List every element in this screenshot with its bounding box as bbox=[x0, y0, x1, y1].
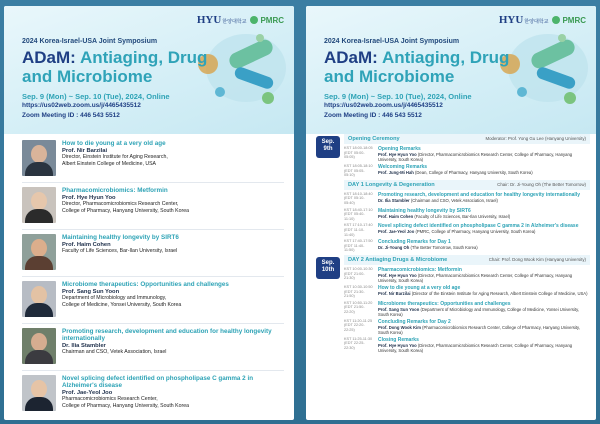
poster-hero bbox=[306, 6, 596, 134]
talk-title: Pharmacomicrobiomics: Metformin bbox=[62, 187, 168, 194]
program-item: KST 10:30-10:50 (EDT 21:30-21:50) How to die young at a very old age Prof. Nir Barzilai (Director of the Einstein Institute for Aging Research, Albert Einstein College of Medicine, USA) bbox=[344, 284, 588, 299]
day2-badge: Sep. 10th bbox=[316, 257, 340, 279]
speaker-name: Prof. Sang Sun Yoon bbox=[62, 289, 120, 295]
program-item: KST 18:40-17:10 (EDT 05:40-11:10) Maintaining healthy longevity by SIRT6 Prof. Haim Cohen (Faculty of Life Sciences, Bar-Ilan University, Israel) bbox=[344, 207, 511, 221]
talk-title: Novel splicing defect identified on phospholipase C gamma 2 in Alzheimer's disease bbox=[62, 375, 254, 389]
program-schedule bbox=[316, 134, 590, 355]
opening-ceremony-header: Opening Ceremony Moderator: Prof. Yong Gu Lee (Hanyang University) bbox=[344, 134, 590, 144]
poster-hero bbox=[4, 6, 294, 134]
speaker-card bbox=[22, 371, 284, 418]
event-date: Sep. 9 (Mon) ~ Sep. 10 (Tue), 2024, Online bbox=[324, 92, 472, 101]
program-item: KST 10:00-10:30 (EDT 21:00-21:30) Pharmacomicrobiomics: Metformin Prof. Hye Hyun Yoo (Director, Pharmacomicrobiomics Research Center, College of Pharmacy, Hanyang University, South Korea) bbox=[344, 266, 573, 283]
speaker-card bbox=[22, 183, 284, 230]
speaker-name: Dr. Ilia Stambler bbox=[62, 343, 106, 349]
pmrc-logo: PMRC bbox=[250, 16, 284, 25]
program-item: KST 17:10-17:40 (EDT 11:10-11:40) Novel splicing defect identified on phospholipase C gamma 2 in Alzheimer's disease Prof. Jae-Yeol Joo (PMRC, College of Pharmacy, Hanyang University, South Korea) bbox=[344, 223, 579, 237]
speaker-affiliation: Director, Einstein Institute for Aging Research, bbox=[62, 154, 168, 161]
speaker-photo bbox=[22, 140, 56, 176]
day1-block bbox=[316, 134, 590, 253]
program-item: KST 11:25-11:30 (EDT 22:25-22:30) Closing Remarks Prof. Hye Hyun Yoo (Director, Pharmacomicrobiomics Research Center, College of Pharmacy, Hanyang University, South Korea) bbox=[344, 336, 573, 353]
speaker-photo bbox=[22, 328, 56, 364]
speaker-affiliation: Faculty of Life Sciences, Bar-Ilan University, Israel bbox=[62, 248, 178, 255]
program-item: KST 17:40-17:50 (EDT 11:40-11:50) Concluding Remarks for Day 1 Dr. Ji-Young Oh (The Better Tomorrow, South Korea) bbox=[344, 239, 478, 253]
program-poster bbox=[306, 6, 596, 420]
talk-title: How to die young at a very old age bbox=[62, 140, 166, 147]
speaker-affiliation: Chairman and CSO, Vetek Association, Israel bbox=[62, 349, 167, 356]
logos bbox=[499, 14, 586, 26]
zoom-url-link[interactable]: https://us02web.zoom.us/j/4465435512 bbox=[324, 102, 443, 109]
speaker-affiliation: Department of Microbiology and Immunology, bbox=[62, 295, 167, 302]
pmrc-logo-icon bbox=[552, 16, 560, 24]
program-item: KST 10:50-11:20 (EDT 21:50-22:20) Microbiome therapeutics: Opportunities and challenges Prof. Sang Sun Yoon (Department of Microbiology and Immunology, College of Medicine, Yonsei University, South Korea) bbox=[344, 300, 580, 317]
symposium-title: 2024 Korea-Israel-USA Joint Symposium bbox=[324, 38, 460, 45]
main-title: ADaM: Antiaging, Drug and Microbiome bbox=[324, 48, 510, 86]
speaker-photo bbox=[22, 375, 56, 411]
speaker-affiliation: College of Pharmacy, Hanyang University, South Korea bbox=[62, 402, 189, 409]
speaker-affiliation: Albert Einstein College of Medicine, USA bbox=[62, 160, 156, 167]
day1-badge: Sep. 9th bbox=[316, 136, 340, 158]
logos bbox=[197, 14, 284, 26]
program-item: KST 18:10-18:40 (EDT 05:10-05:40) Promoting research, development and education for healthy longevity internationally Dr. Ilia Stambler (Chairman and CSO, Vetek Association, Israel) bbox=[344, 191, 580, 205]
pmrc-logo-icon bbox=[250, 16, 258, 24]
speaker-name: Prof. Hye Hyun Yoo bbox=[62, 195, 116, 201]
talk-title: Maintaining healthy longevity by SIRT6 bbox=[62, 234, 179, 241]
zoom-meeting-id: Zoom Meeting ID : 446 543 5512 bbox=[324, 112, 422, 119]
speaker-photo bbox=[22, 187, 56, 223]
speakers-poster bbox=[4, 6, 294, 420]
program-item: KST 18:05-18:10 (EDT 05:05-05:10) Welcoming Remarks Prof. Jung-Mi Hah (Dean, College of Pharmacy, Hanyang University, South Korea) bbox=[344, 164, 533, 178]
symposium-title: 2024 Korea-Israel-USA Joint Symposium bbox=[22, 38, 158, 45]
day1-session-header: DAY 1 Longevity & Degeneration Chair: Dr. Ji-Young Oh (The Better Tomorrow) bbox=[344, 180, 590, 190]
speaker-card bbox=[22, 324, 284, 371]
talk-title: Promoting research, development and education for healthy longevity internationally bbox=[62, 328, 272, 342]
speaker-card bbox=[22, 230, 284, 277]
day2-session-header: DAY 2 Antiaging Drugs & Microbiome Chair: Prof. Dong Wook Kim (Hanyang University) bbox=[344, 255, 590, 265]
event-date: Sep. 9 (Mon) ~ Sep. 10 (Tue), 2024, Online bbox=[22, 92, 170, 101]
zoom-meeting-id: Zoom Meeting ID : 446 543 5512 bbox=[22, 112, 120, 119]
speaker-affiliation: Director, Pharmacomicrobiomics Research Center, bbox=[62, 201, 179, 208]
hyu-logo: HYU한양대학교 bbox=[196, 14, 247, 26]
day2-block bbox=[316, 255, 590, 353]
speaker-card bbox=[22, 277, 284, 324]
main-title: ADaM: Antiaging, Drug and Microbiome bbox=[22, 48, 208, 86]
speaker-affiliation: College of Pharmacy, Hanyang University, South Korea bbox=[62, 207, 189, 214]
program-item: KST 18:00-18:05 (EDT 05:00-05:05) Opening Remarks Prof. Hye Hyun Yoo (Director, Pharmacomicrobiomics Research Center, College of Pharmacy, Hanyang University, South Korea) bbox=[344, 146, 573, 162]
pmrc-logo: PMRC bbox=[552, 16, 586, 25]
speaker-affiliation: Pharmacomicrobiomics Research Center, bbox=[62, 396, 158, 403]
speaker-name: Prof. Jae-Yeol Joo bbox=[62, 390, 113, 396]
speaker-affiliation: College of Medicine, Yonsei University, South Korea bbox=[62, 301, 182, 308]
speaker-photo bbox=[22, 234, 56, 270]
hyu-logo: HYU한양대학교 bbox=[498, 14, 549, 26]
zoom-url-link[interactable]: https://us02web.zoom.us/j/4465435512 bbox=[22, 102, 141, 109]
speaker-card bbox=[22, 136, 284, 183]
speaker-name: Prof. Haim Cohen bbox=[62, 242, 111, 248]
program-item: KST 11:20-11:25 (EDT 22:20-22:25) Concluding Remarks for Day 2 Prof. Dong Wook Kim (Pharmacomicrobiomics Research Center, College of Pharmacy, Hanyang University, South Korea) bbox=[344, 318, 581, 335]
speaker-list bbox=[22, 136, 284, 418]
speaker-photo bbox=[22, 281, 56, 317]
speaker-name: Prof. Nir Barzilai bbox=[62, 148, 108, 154]
talk-title: Microbiome therapeutics: Opportunities and challenges bbox=[62, 281, 229, 288]
